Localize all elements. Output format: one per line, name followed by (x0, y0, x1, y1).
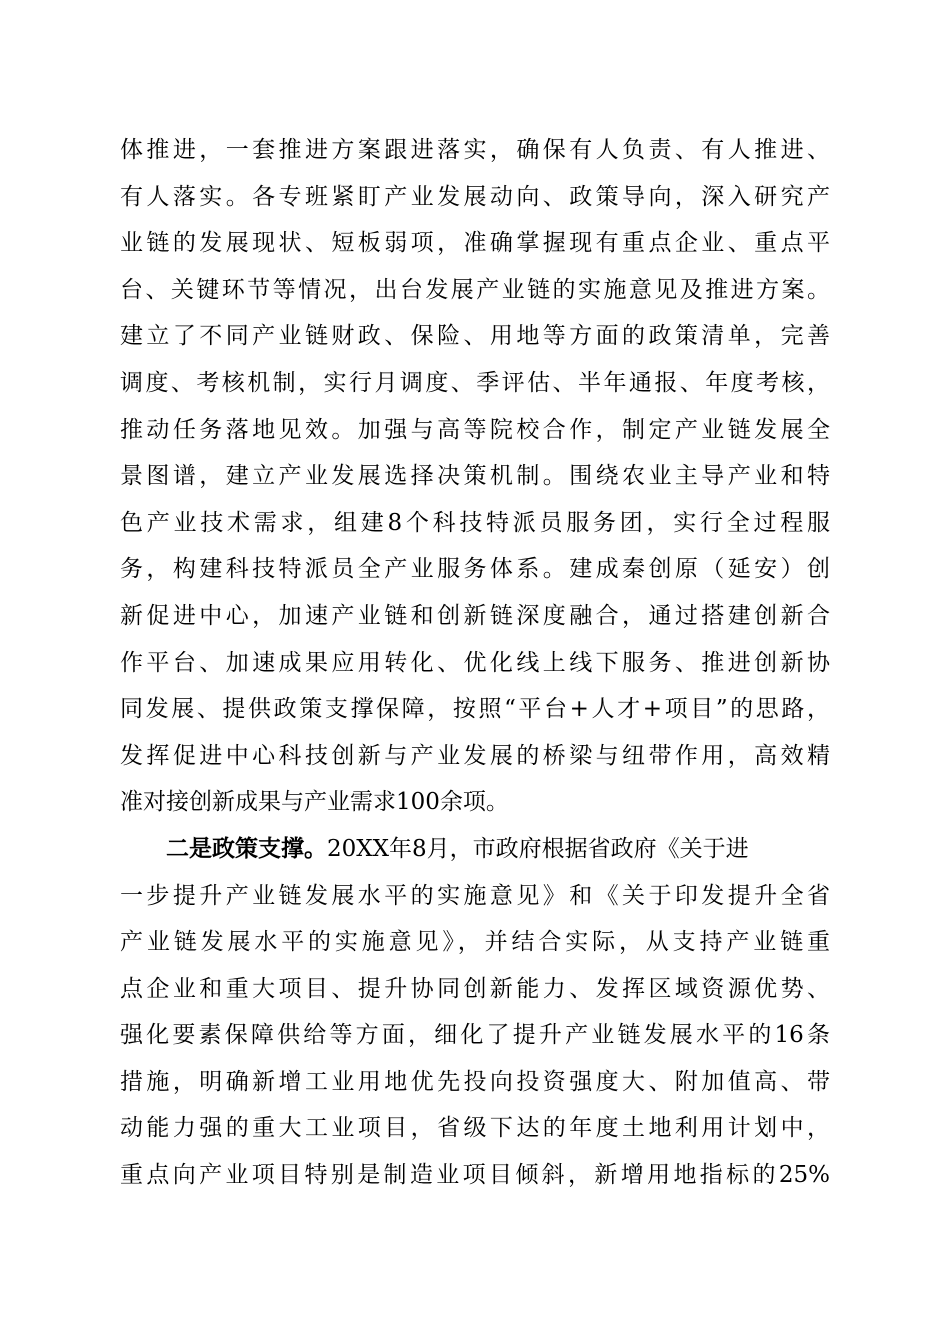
text-line: 强化要素保障供给等方面，细化了提升产业链发展水平的16条 (120, 1022, 830, 1049)
text-line: 重点向产业项目特别是制造业项目倾斜，新增用地指标的25% (120, 1162, 830, 1189)
text-line: 体推进，一套推进方案跟进落实，确保有人负责、有人推进、 (120, 137, 830, 163)
text-line: 色产业技术需求，组建8个科技特派员服务团，实行全过程服 (120, 509, 830, 536)
paragraph-2-first-line (120, 826, 830, 873)
text-line: 推动任务落地见效。加强与高等院校合作，制定产业链发展全 (120, 416, 830, 443)
text-line: 建立了不同产业链财政、保险、用地等方面的政策清单，完善 (120, 323, 830, 350)
text-line: 准对接创新成果与产业需求100余项。 (120, 789, 509, 816)
document-body (120, 127, 830, 1199)
paragraph-2-first-line-text: 20XX年8月，市政府根据省政府《关于进 (327, 835, 749, 862)
text-line: 一步提升产业链发展水平的实施意见》和《关于印发提升全省 (120, 882, 830, 909)
text-line: 动能力强的重大工业项目，省级下达的年度土地利用计划中， (120, 1115, 830, 1142)
text-line: 业链的发展现状、短板弱项，准确掌握现有重点企业、重点平 (120, 230, 830, 257)
text-line: 产业链发展水平的实施意见》，并结合实际，从支持产业链重 (120, 929, 830, 956)
paragraph-1 (120, 127, 830, 826)
text-line: 措施，明确新增工业用地优先投向投资强度大、附加值高、带 (120, 1068, 830, 1095)
text-line: 同发展、提供政策支撑保障，按照“平台+人才+项目”的思路， (120, 696, 830, 723)
text-line: 调度、考核机制，实行月调度、季评估、半年通报、年度考核， (120, 369, 830, 396)
paragraph-2 (120, 826, 830, 1199)
text-line: 务，构建科技特派员全产业服务体系。建成秦创原（延安）创 (120, 556, 830, 583)
paragraph-2-lead: 二是政策支撑。 (166, 834, 327, 862)
text-line: 发挥促进中心科技创新与产业发展的桥梁与纽带作用，高效精 (120, 742, 830, 769)
text-line: 景图谱，建立产业发展选择决策机制。围绕农业主导产业和特 (120, 463, 830, 490)
text-line: 点企业和重大项目、提升协同创新能力、发挥区域资源优势、 (120, 975, 830, 1002)
text-line: 有人落实。各专班紧盯产业发展动向、政策导向，深入研究产 (120, 183, 830, 210)
text-line: 新促进中心，加速产业链和创新链深度融合，通过搭建创新合 (120, 602, 830, 629)
text-line: 作平台、加速成果应用转化、优化线上线下服务、推进创新协 (120, 649, 830, 676)
text-line: 台、关键环节等情况，出台发展产业链的实施意见及推进方案。 (120, 276, 830, 303)
